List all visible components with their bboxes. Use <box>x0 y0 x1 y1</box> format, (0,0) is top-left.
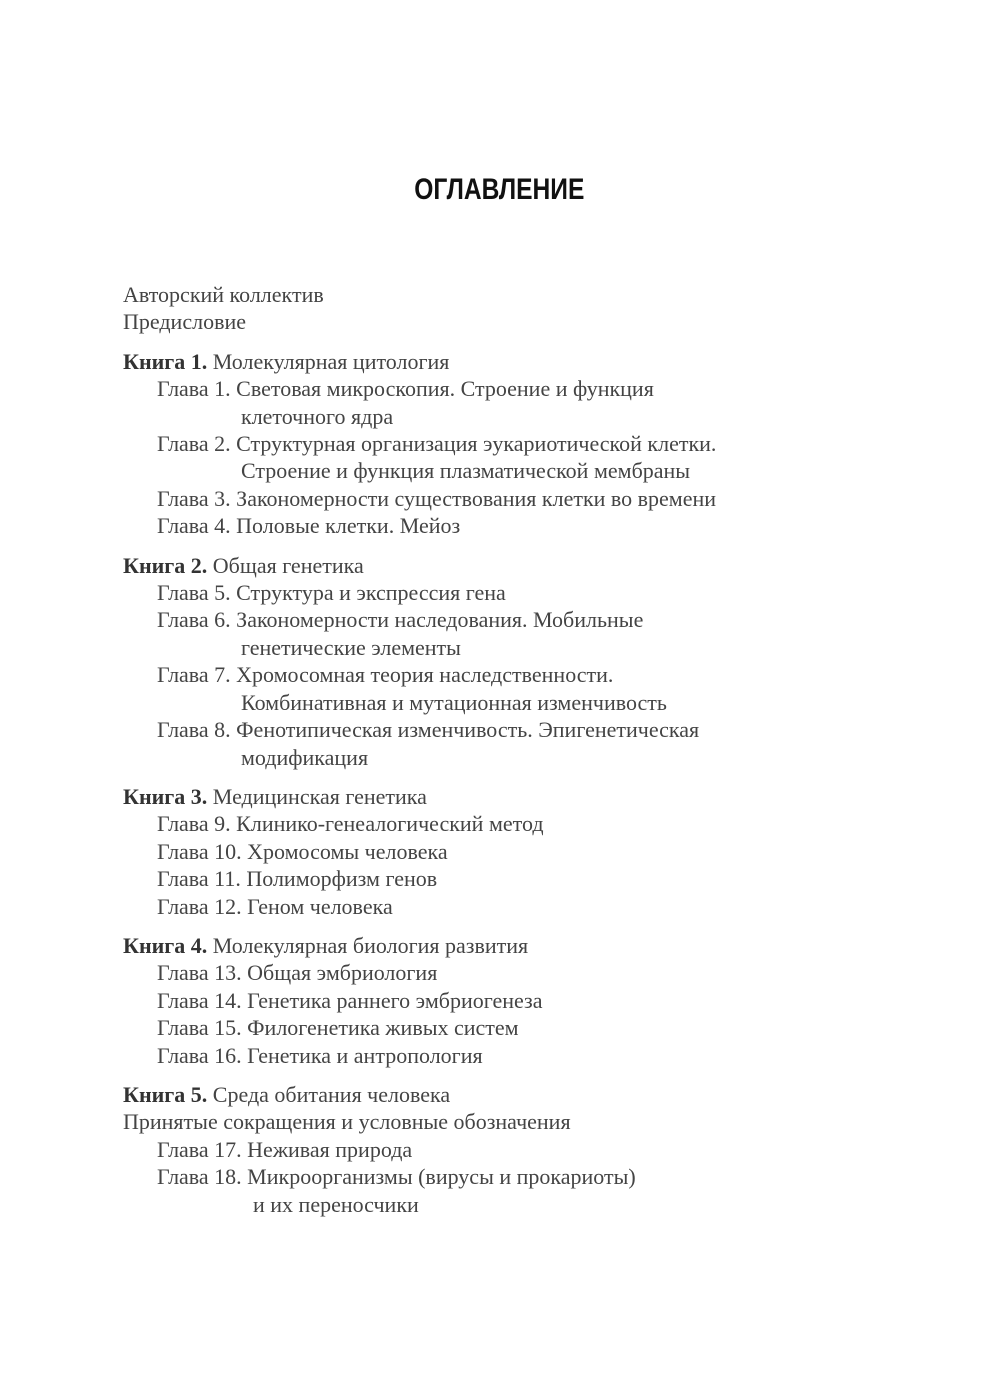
book-section <box>123 348 943 540</box>
toc-entry-authors: Авторский коллектив <box>123 282 324 307</box>
chapter-entry: Глава 14. Генетика раннего эмбриогенеза <box>157 987 543 1013</box>
book-number: Книга 1. <box>123 348 208 374</box>
toc-entry-abbreviations: Принятые сокращения и условные обозначения <box>123 1109 571 1135</box>
book-number: Книга 2. <box>123 552 208 578</box>
book-title: Молекулярная цитология <box>207 348 450 374</box>
book-title: Молекулярная биология развития <box>207 932 529 958</box>
book-title: Общая генетика <box>207 552 364 578</box>
chapter-entry: Глава 18. Микроорганизмы (вирусы и прокариоты) <box>157 1164 636 1190</box>
chapter-entry: Глава 17. Неживая природа <box>157 1136 413 1162</box>
chapter-entry: Глава 3. Закономерности существования клетки во времени <box>157 485 717 511</box>
chapter-entry: Глава 9. Клинико-генеалогический метод <box>157 811 544 837</box>
book-heading <box>123 932 943 959</box>
chapter-entry-continuation: Строение и функция плазматической мембраны <box>241 458 691 484</box>
chapter-entry-continuation: генетические элементы <box>241 634 461 660</box>
chapter-entry-continuation: и их переносчики <box>253 1191 419 1217</box>
book-title: Среда обитания человека <box>207 1081 451 1107</box>
book-section <box>123 932 943 1069</box>
book-heading <box>123 348 943 375</box>
chapter-entry: Глава 16. Генетика и антропология <box>157 1042 483 1068</box>
book-section <box>123 1081 943 1218</box>
chapter-entry: Глава 4. Половые клетки. Мейоз <box>157 513 461 539</box>
book-number: Книга 4. <box>123 932 208 958</box>
toc-entry-preface: Предисловие <box>123 309 246 335</box>
chapter-entry: Глава 11. Полиморфизм генов <box>157 866 438 892</box>
book-heading <box>123 783 943 810</box>
book-section <box>123 783 943 920</box>
chapter-entry: Глава 2. Структурная организация эукариотической клетки. <box>157 431 717 457</box>
books-list <box>123 348 943 1218</box>
chapter-entry: Глава 13. Общая эмбриология <box>157 960 438 986</box>
chapter-entry-continuation: клеточного ядра <box>241 403 394 429</box>
book-heading <box>123 1081 943 1108</box>
chapter-entry: Глава 5. Структура и экспрессия гена <box>157 580 506 606</box>
table-of-contents <box>123 281 943 1218</box>
chapter-entry: Глава 12. Геном человека <box>157 893 393 919</box>
chapter-entry-continuation: модификация <box>241 744 369 770</box>
page-title: ОГЛАВЛЕНИЕ <box>414 173 585 206</box>
chapter-entry: Глава 10. Хромосомы человека <box>157 838 448 864</box>
chapter-entry: Глава 8. Фенотипическая изменчивость. Эпигенетическая <box>157 717 700 743</box>
chapter-entry-continuation: Комбинативная и мутационная изменчивость <box>241 689 667 715</box>
chapter-entry: Глава 1. Световая микроскопия. Строение и функция <box>157 376 654 402</box>
book-title: Медицинская генетика <box>207 783 427 809</box>
book-number: Книга 5. <box>123 1081 208 1107</box>
chapter-entry: Глава 6. Закономерности наследования. Мобильные <box>157 607 644 633</box>
book-section <box>123 552 943 771</box>
book-number: Книга 3. <box>123 783 208 809</box>
chapter-entry: Глава 7. Хромосомная теория наследственности. <box>157 662 614 688</box>
chapter-entry: Глава 15. Филогенетика живых систем <box>157 1015 519 1041</box>
book-heading <box>123 552 943 579</box>
